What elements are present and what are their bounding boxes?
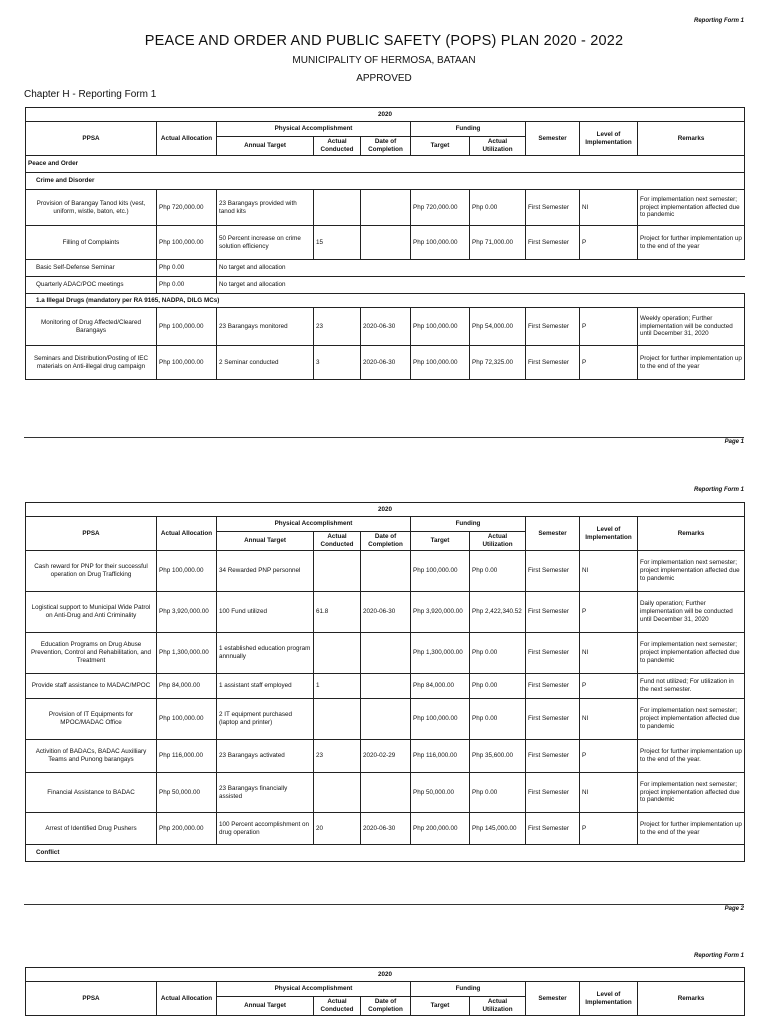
conducted-cell: 20 (314, 813, 361, 845)
conducted-cell: 23 (314, 740, 361, 773)
reporting-form-label: Reporting Form 1 (693, 18, 744, 24)
date-cell (361, 190, 411, 226)
table-row (26, 674, 745, 699)
funding-target-cell: Php 200,000.00 (411, 813, 470, 845)
chapter-heading: Chapter H - Reporting Form 1 (24, 89, 157, 100)
col-semester: Semester (526, 517, 580, 551)
annual-target-cell: 23 Barangays activated (217, 740, 314, 773)
col-physical-accomplishment: Physical Accomplishment (217, 122, 411, 137)
date-cell (361, 773, 411, 813)
annual-target-cell: 34 Rewarded PNP personnel (217, 551, 314, 592)
col-target: Target (411, 997, 470, 1016)
conducted-cell: 15 (314, 226, 361, 260)
allocation-cell: Php 0.00 (157, 277, 217, 294)
annual-target-cell: 23 Barangays provided with tanod kits (217, 190, 314, 226)
semester-cell: First Semester (526, 226, 580, 260)
report-table-page-3 (25, 967, 745, 1016)
allocation-cell: Php 1,300,000.00 (157, 633, 217, 674)
subsection-heading: Conflict (26, 845, 745, 862)
ppsa-cell: Provision of IT Equipments for MPOC/MADAC Office (26, 699, 157, 740)
allocation-cell: Php 100,000.00 (157, 699, 217, 740)
col-actual-conducted: Actual Conducted (314, 532, 361, 551)
date-cell: 2020-06-30 (361, 346, 411, 380)
allocation-cell: Php 0.00 (157, 260, 217, 277)
level-cell: NI (580, 633, 638, 674)
col-actual-utilization: Actual Utilization (470, 997, 526, 1016)
funding-target-cell: Php 1,300,000.00 (411, 633, 470, 674)
semester-cell: First Semester (526, 551, 580, 592)
col-actual-conducted: Actual Conducted (314, 137, 361, 156)
semester-cell: First Semester (526, 674, 580, 699)
year-header: 2020 (26, 503, 745, 517)
allocation-cell: Php 84,000.00 (157, 674, 217, 699)
col-actual-allocation: Actual Allocation (157, 517, 217, 551)
remarks-cell: For implementation next semester; project implementation affected due to pandemic (638, 633, 745, 674)
funding-target-cell: Php 84,000.00 (411, 674, 470, 699)
level-cell: P (580, 813, 638, 845)
annual-target-cell: 1 established education program annnually (217, 633, 314, 674)
annual-target-cell: No target and allocation (217, 277, 745, 294)
remarks-cell: For implementation next semester; project implementation affected due to pandemic (638, 773, 745, 813)
conducted-cell (314, 699, 361, 740)
col-date-completion: Date of Completion (361, 532, 411, 551)
level-cell: NI (580, 190, 638, 226)
ppsa-cell: Filling of Complaints (26, 226, 157, 260)
col-physical-accomplishment: Physical Accomplishment (217, 517, 411, 532)
conducted-cell (314, 190, 361, 226)
annual-target-cell: 2 IT equipment purchased (laptop and printer) (217, 699, 314, 740)
annual-target-cell: 100 Percent accomplishment on drug operation (217, 813, 314, 845)
ppsa-cell: Provide staff assistance to MADAC/MPOC (26, 674, 157, 699)
allocation-cell: Php 200,000.00 (157, 813, 217, 845)
annual-target-cell: 23 Barangays financially assisted (217, 773, 314, 813)
page-divider (24, 437, 744, 438)
col-funding: Funding (411, 122, 526, 137)
col-date-completion: Date of Completion (361, 997, 411, 1016)
col-level: Level of Implementation (580, 982, 638, 1016)
col-semester: Semester (526, 982, 580, 1016)
level-cell: P (580, 740, 638, 773)
col-target: Target (411, 137, 470, 156)
col-target: Target (411, 532, 470, 551)
funding-target-cell: Php 100,000.00 (411, 346, 470, 380)
annual-target-cell: 1 assistant staff employed (217, 674, 314, 699)
year-header: 2020 (26, 968, 745, 982)
utilization-cell: Php 72,325.00 (470, 346, 526, 380)
funding-target-cell: Php 720,000.00 (411, 190, 470, 226)
table-row (26, 260, 745, 277)
table-row (26, 699, 745, 740)
level-cell: NI (580, 551, 638, 592)
funding-target-cell: Php 100,000.00 (411, 699, 470, 740)
annual-target-cell: 2 Seminar conducted (217, 346, 314, 380)
conducted-cell (314, 773, 361, 813)
col-actual-utilization: Actual Utilization (470, 532, 526, 551)
col-level: Level of Implementation (580, 122, 638, 156)
approval-status: APPROVED (356, 73, 412, 84)
ppsa-cell: Arrest of Identified Drug Pushers (26, 813, 157, 845)
semester-cell: First Semester (526, 308, 580, 346)
col-annual-target: Annual Target (217, 532, 314, 551)
subsection-heading: 1.a Illegal Drugs (mandatory per RA 9165, NADPA, DILG MCs) (26, 294, 745, 308)
table-row (26, 773, 745, 813)
ppsa-cell: Financial Assistance to BADAC (26, 773, 157, 813)
year-header: 2020 (26, 108, 745, 122)
utilization-cell: Php 0.00 (470, 551, 526, 592)
municipality-subtitle: MUNICIPALITY OF HERMOSA, BATAAN (292, 55, 476, 66)
col-physical-accomplishment: Physical Accomplishment (217, 982, 411, 997)
semester-cell: First Semester (526, 699, 580, 740)
level-cell: P (580, 674, 638, 699)
ppsa-cell: Basic Self-Defense Seminar (26, 260, 157, 277)
remarks-cell: Project for further implementation up to the end of the year (638, 226, 745, 260)
annual-target-cell: No target and allocation (217, 260, 745, 277)
semester-cell: First Semester (526, 633, 580, 674)
annual-target-cell: 23 Barangays monitored (217, 308, 314, 346)
table-row (26, 346, 745, 380)
page-number: Page 1 (724, 439, 744, 445)
ppsa-cell: Cash reward for PNP for their successful operation on Drug Trafficking (26, 551, 157, 592)
utilization-cell: Php 0.00 (470, 674, 526, 699)
date-cell: 2020-06-30 (361, 592, 411, 633)
remarks-cell: For implementation next semester; project implementation affected due to pandemic (638, 190, 745, 226)
level-cell: P (580, 308, 638, 346)
date-cell (361, 226, 411, 260)
subsection-heading: Crime and Disorder (26, 173, 745, 190)
col-funding: Funding (411, 982, 526, 997)
conducted-cell: 23 (314, 308, 361, 346)
remarks-cell: For implementation next semester; project implementation affected due to pandemic (638, 551, 745, 592)
conducted-cell: 1 (314, 674, 361, 699)
allocation-cell: Php 100,000.00 (157, 226, 217, 260)
annual-target-cell: 100 Fund utilized (217, 592, 314, 633)
col-remarks: Remarks (638, 982, 745, 1016)
reporting-form-label: Reporting Form 1 (693, 487, 744, 493)
ppsa-cell: Seminars and Distribution/Posting of IEC materials on Anti-illegal drug campaign (26, 346, 157, 380)
date-cell: 2020-06-30 (361, 813, 411, 845)
level-cell: P (580, 346, 638, 380)
col-ppsa: PPSA (26, 517, 157, 551)
col-actual-utilization: Actual Utilization (470, 137, 526, 156)
date-cell (361, 633, 411, 674)
utilization-cell: Php 0.00 (470, 699, 526, 740)
report-table-page-1 (25, 107, 745, 380)
annual-target-cell: 50 Percent increase on crime solution efficiency (217, 226, 314, 260)
reporting-form-label: Reporting Form 1 (693, 953, 744, 959)
page-divider (24, 904, 744, 905)
col-funding: Funding (411, 517, 526, 532)
funding-target-cell: Php 100,000.00 (411, 308, 470, 346)
allocation-cell: Php 116,000.00 (157, 740, 217, 773)
funding-target-cell: Php 50,000.00 (411, 773, 470, 813)
semester-cell: First Semester (526, 740, 580, 773)
col-actual-allocation: Actual Allocation (157, 122, 217, 156)
utilization-cell: Php 0.00 (470, 773, 526, 813)
table-row (26, 592, 745, 633)
ppsa-cell: Logistical support to Municipal Wide Patrol on Anti-Drug and Anti Criminality (26, 592, 157, 633)
section-heading: Peace and Order (26, 156, 745, 173)
col-remarks: Remarks (638, 122, 745, 156)
date-cell (361, 551, 411, 592)
allocation-cell: Php 720,000.00 (157, 190, 217, 226)
col-date-completion: Date of Completion (361, 137, 411, 156)
table-row (26, 308, 745, 346)
utilization-cell: Php 35,600.00 (470, 740, 526, 773)
semester-cell: First Semester (526, 346, 580, 380)
utilization-cell: Php 0.00 (470, 190, 526, 226)
level-cell: P (580, 226, 638, 260)
allocation-cell: Php 100,000.00 (157, 551, 217, 592)
allocation-cell: Php 100,000.00 (157, 308, 217, 346)
date-cell (361, 674, 411, 699)
table-row (26, 277, 745, 294)
table-row (26, 740, 745, 773)
col-actual-allocation: Actual Allocation (157, 982, 217, 1016)
level-cell: NI (580, 699, 638, 740)
remarks-cell: Fund not utilized; For utilization in the next semester. (638, 674, 745, 699)
remarks-cell: For implementation next semester; project implementation affected due to pandemic (638, 699, 745, 740)
date-cell: 2020-02-29 (361, 740, 411, 773)
utilization-cell: Php 2,422,340.52 (470, 592, 526, 633)
report-table-page-2 (25, 502, 745, 862)
level-cell: P (580, 592, 638, 633)
conducted-cell: 61.8 (314, 592, 361, 633)
page-number: Page 2 (724, 906, 744, 912)
col-remarks: Remarks (638, 517, 745, 551)
remarks-cell: Weekly operation; Further implementation will be conducted until December 31, 2020 (638, 308, 745, 346)
utilization-cell: Php 0.00 (470, 633, 526, 674)
col-ppsa: PPSA (26, 122, 157, 156)
conducted-cell (314, 633, 361, 674)
col-actual-conducted: Actual Conducted (314, 997, 361, 1016)
col-ppsa: PPSA (26, 982, 157, 1016)
col-semester: Semester (526, 122, 580, 156)
funding-target-cell: Php 116,000.00 (411, 740, 470, 773)
ppsa-cell: Monitoring of Drug Affected/Cleared Barangays (26, 308, 157, 346)
table-row (26, 551, 745, 592)
semester-cell: First Semester (526, 190, 580, 226)
table-row (26, 226, 745, 260)
conducted-cell: 3 (314, 346, 361, 380)
semester-cell: First Semester (526, 773, 580, 813)
remarks-cell: Project for further implementation up to the end of the year (638, 346, 745, 380)
remarks-cell: Project for further implementation up to the end of the year (638, 813, 745, 845)
ppsa-cell: Provision of Barangay Tanod kits (vest, uniform, wistle, baton, etc.) (26, 190, 157, 226)
allocation-cell: Php 100,000.00 (157, 346, 217, 380)
ppsa-cell: Activition of BADACs, BADAC Auxilliary Teams and Punong barangays (26, 740, 157, 773)
funding-target-cell: Php 3,920,000.00 (411, 592, 470, 633)
conducted-cell (314, 551, 361, 592)
utilization-cell: Php 54,000.00 (470, 308, 526, 346)
ppsa-cell: Education Programs on Drug Abuse Prevention, Control and Rehabilitation, and Treatment (26, 633, 157, 674)
level-cell: NI (580, 773, 638, 813)
funding-target-cell: Php 100,000.00 (411, 226, 470, 260)
utilization-cell: Php 145,000.00 (470, 813, 526, 845)
semester-cell: First Semester (526, 813, 580, 845)
semester-cell: First Semester (526, 592, 580, 633)
table-row (26, 633, 745, 674)
remarks-cell: Project for further implementation up to the end of the year. (638, 740, 745, 773)
col-level: Level of Implementation (580, 517, 638, 551)
allocation-cell: Php 3,920,000.00 (157, 592, 217, 633)
funding-target-cell: Php 100,000.00 (411, 551, 470, 592)
col-annual-target: Annual Target (217, 137, 314, 156)
allocation-cell: Php 50,000.00 (157, 773, 217, 813)
table-row (26, 813, 745, 845)
col-annual-target: Annual Target (217, 997, 314, 1016)
remarks-cell: Daily operation; Further implementation will be conducted until December 31, 2020 (638, 592, 745, 633)
ppsa-cell: Quarterly ADAC/POC meetings (26, 277, 157, 294)
document-title: PEACE AND ORDER AND PUBLIC SAFETY (POPS) PLAN 2020 - 2022 (144, 33, 624, 49)
utilization-cell: Php 71,000.00 (470, 226, 526, 260)
date-cell (361, 699, 411, 740)
date-cell: 2020-06-30 (361, 308, 411, 346)
table-row (26, 190, 745, 226)
